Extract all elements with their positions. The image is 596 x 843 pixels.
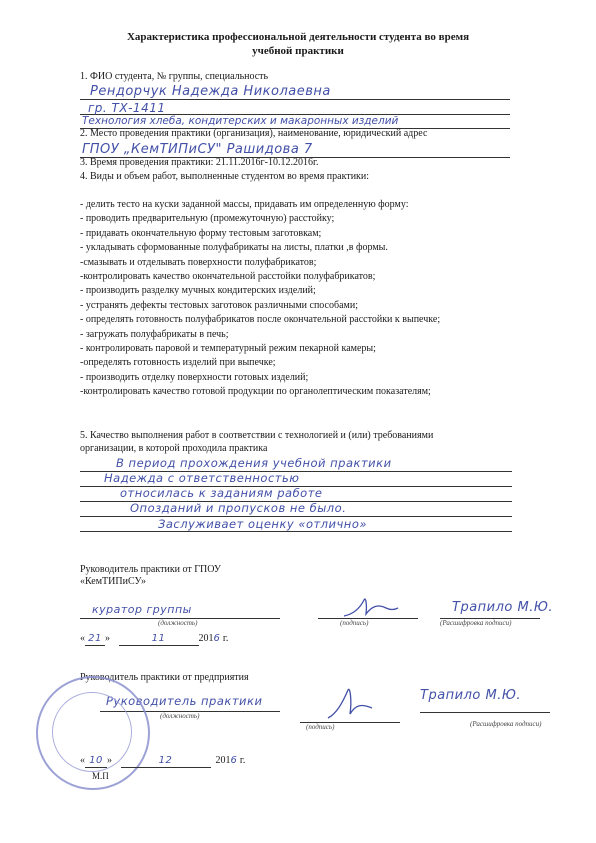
group-handwritten: гр. ТХ-1411 — [88, 101, 166, 115]
school-name-caption: (Расшифровка подписи) — [440, 619, 512, 627]
quality-handwritten-line: Опозданий и пропусков не было. — [130, 501, 347, 515]
quality-handwritten-line: Заслуживает оценку «отлично» — [158, 517, 367, 531]
company-date-day: 10 — [85, 755, 107, 768]
work-list-item: - устранять дефекты тестовых заготовок различными способами; — [80, 299, 358, 311]
name-underline — [80, 99, 510, 100]
quality-underline — [80, 531, 512, 532]
quality-handwritten-line: Надежда с ответственностью — [104, 471, 300, 485]
section2-label: 2. Место проведения практики (организация), наименование, юридический адрес — [80, 128, 428, 139]
school-date-suffix: г. — [222, 633, 229, 644]
school-supervisor-label-line-2: «КемТИПиСУ» — [80, 576, 146, 587]
company-position-caption: (должность) — [160, 712, 200, 720]
student-name-handwritten: Рендорчук Надежда Николаевна — [90, 84, 331, 99]
quality-handwritten-line: В период прохождения учебной практики — [116, 456, 392, 470]
work-list-item: - контролировать паровой и температурный режим пекарной камеры; — [80, 343, 376, 355]
work-list-item: -смазывать и отделывать поверхности полуфабрикатов; — [80, 256, 317, 268]
work-list-item: - производить разделку мучных кондитерских изделий; — [80, 285, 316, 297]
school-signature-caption: (подпись) — [340, 619, 369, 627]
company-date-year-hand: 6 — [230, 755, 238, 766]
place-handwritten: ГПОУ „КемТИПиСУ" Рашидова 7 — [82, 142, 313, 157]
company-date — [80, 755, 245, 768]
company-position-handwritten: Руководитель практики — [106, 694, 263, 708]
company-date-month: 12 — [121, 755, 211, 768]
school-date-day: 21 — [85, 633, 105, 646]
work-list-item: - определять готовность полуфабрикатов после окончательной расстойки к выпечке; — [80, 314, 441, 326]
work-list-item: - производить отделку поверхности готовых изделий; — [80, 371, 309, 383]
date-quote-open: « — [80, 755, 85, 766]
school-date-month: 11 — [119, 633, 199, 646]
work-list-item: - укладывать сформованные полуфабрикаты на листы, платки ,в формы. — [80, 242, 388, 254]
company-date-suffix: г. — [239, 755, 246, 766]
specialty-handwritten: Технология хлеба, кондитерских и макаронных изделий — [82, 115, 399, 127]
section1-label: 1. ФИО студента, № группы, специальность — [80, 71, 269, 82]
company-supervisor-label: Руководитель практики от предприятия — [80, 672, 249, 683]
document-title-line-2: учебной практики — [252, 45, 344, 57]
company-name-caption: (Расшифровка подписи) — [470, 720, 542, 728]
work-list-item: - придавать окончательную форму тестовым заготовкам; — [80, 227, 322, 239]
date-quote-close: » — [105, 633, 110, 644]
school-name-handwritten: Трапило М.Ю. — [452, 600, 554, 615]
school-date-year-hand: 6 — [213, 633, 221, 644]
company-date-year: 201 — [215, 755, 231, 766]
company-name-underline — [420, 712, 550, 713]
section5-label-line-1: 5. Качество выполнения работ в соответствии с технологией и (или) требованиями — [80, 430, 434, 441]
school-supervisor-label-line-1: Руководитель практики от ГПОУ — [80, 564, 222, 575]
section4-label: 4. Виды и объем работ, выполненные студентом во время практики: — [80, 171, 370, 182]
stamp-place-label: М.П — [92, 771, 109, 781]
work-list-item: -контролировать качество окончательной расстойки полуфабрикатов; — [80, 271, 376, 283]
company-signature-image — [322, 684, 378, 724]
work-list-item: -контролировать качество готовой продукции по органолептическим показателям; — [80, 386, 431, 398]
section5-label-line-2: организации, в которой проходила практика — [80, 443, 268, 454]
work-list-item: - проводить предварительную (промежуточную) расстойку; — [80, 213, 335, 225]
school-signature-image — [340, 594, 400, 622]
company-signature-caption: (подпись) — [306, 723, 335, 731]
school-date-year: 201 — [198, 633, 214, 644]
work-list-item: - делить тесто на куски заданной массы, придавать им определенную форму: — [80, 199, 409, 210]
work-list-item: - загружать полуфабрикаты в печь; — [80, 328, 229, 340]
document-title-line-1: Характеристика профессиональной деятельности студента во время — [126, 31, 470, 43]
date-quote-open: « — [80, 633, 85, 644]
company-name-handwritten: Трапило М.Ю. — [420, 688, 522, 703]
school-position-caption: (должность) — [158, 619, 198, 627]
work-list-item: -определять готовность изделий при выпечке; — [80, 357, 276, 369]
school-position-handwritten: куратор группы — [92, 603, 192, 616]
date-quote-close: » — [107, 755, 112, 766]
section3-label: 3. Время проведения практики: 21.11.2016г-10.12.2016г. — [80, 157, 319, 168]
work-list — [80, 198, 440, 400]
school-date — [80, 633, 228, 646]
quality-handwritten-line: относилась к заданиям работе — [120, 486, 323, 500]
